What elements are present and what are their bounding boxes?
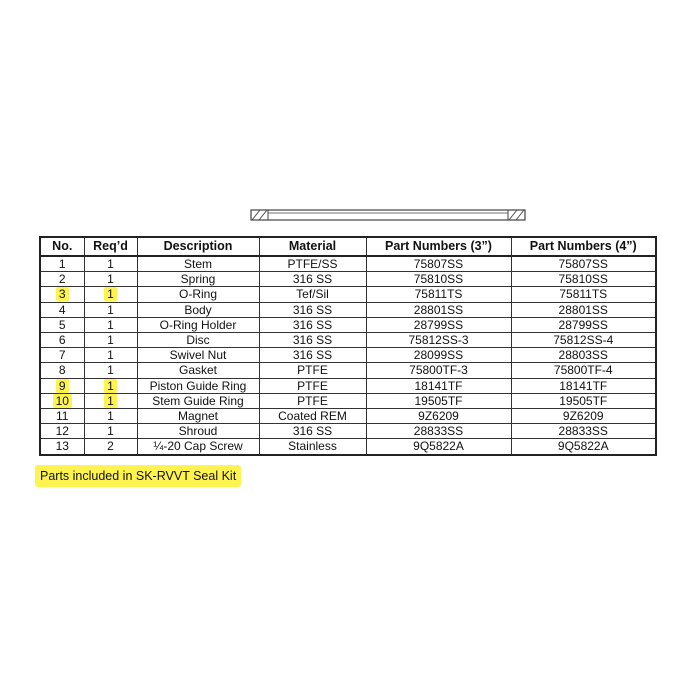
row-part-number-3in-cell [366, 256, 511, 272]
row-part-number-4in: 75807SS [558, 257, 608, 271]
row-description: O-Ring [178, 287, 217, 302]
row-number: 2 [58, 272, 66, 287]
table-row [40, 424, 656, 439]
table-header-row [40, 237, 656, 256]
row-required-qty-cell [84, 348, 137, 363]
table-row [40, 287, 656, 302]
row-required-qty-cell [84, 333, 137, 348]
row-number: 9 [56, 379, 69, 393]
row-part-number-4in-cell [511, 348, 656, 363]
row-number: 13 [55, 439, 69, 454]
row-required-qty: 1 [107, 317, 114, 332]
row-material: Stainless [288, 439, 337, 454]
table-row [40, 302, 656, 317]
row-required-qty: 1 [104, 394, 117, 408]
row-part-number-3in-cell [366, 378, 511, 393]
row-material-cell [259, 256, 366, 272]
row-part-number-3in: 28801SS [413, 302, 464, 317]
row-part-number-4in: 75812SS-4 [553, 333, 614, 348]
row-part-number-4in-cell [511, 378, 656, 393]
row-part-number-3in-cell [366, 393, 511, 408]
row-required-qty: 1 [107, 363, 114, 378]
row-part-number-3in: 75810SS [413, 272, 464, 287]
row-part-number-3in: 9Z6209 [418, 409, 459, 424]
row-number: 11 [56, 409, 69, 424]
row-material: Tef/Sil [296, 287, 329, 302]
row-part-number-4in-cell [511, 302, 656, 317]
row-material-cell [259, 287, 366, 302]
row-number-cell [40, 317, 84, 332]
row-required-qty-cell [84, 272, 137, 287]
row-description-cell [137, 317, 259, 332]
row-material-cell [259, 439, 366, 455]
row-number: 6 [58, 333, 66, 348]
row-required-qty: 1 [107, 257, 114, 271]
row-number: 12 [55, 424, 69, 439]
gasket-drawing [250, 207, 526, 223]
row-number: 10 [53, 394, 72, 408]
header-description: Description [137, 237, 259, 256]
row-part-number-3in-cell [366, 363, 511, 378]
row-number-cell [40, 333, 84, 348]
row-required-qty: 1 [107, 272, 114, 287]
row-part-number-3in: 18141TF [414, 378, 463, 393]
row-required-qty-cell [84, 378, 137, 393]
row-number-cell [40, 302, 84, 317]
row-description: Piston Guide Ring [149, 378, 247, 393]
row-required-qty: 2 [107, 439, 114, 454]
row-part-number-3in: 19505TF [414, 393, 463, 408]
row-part-number-3in: 75811TS [414, 287, 463, 302]
row-description-cell [137, 272, 259, 287]
table-row [40, 409, 656, 424]
row-part-number-3in-cell [366, 348, 511, 363]
row-material-cell [259, 317, 366, 332]
row-required-qty: 1 [107, 302, 114, 317]
row-required-qty-cell [84, 302, 137, 317]
table-row [40, 393, 656, 408]
row-material: PTFE [297, 393, 328, 408]
row-required-qty-cell [84, 256, 137, 272]
row-part-number-4in-cell [511, 393, 656, 408]
row-material: 316 SS [292, 302, 333, 317]
row-material: PTFE [297, 378, 328, 393]
row-part-number-3in: 75807SS [413, 257, 464, 271]
row-required-qty: 1 [107, 333, 114, 348]
row-part-number-4in: 75811TS [559, 287, 608, 302]
row-part-number-3in-cell [366, 409, 511, 424]
row-part-number-4in-cell [511, 287, 656, 302]
row-part-number-3in-cell [366, 287, 511, 302]
row-number-cell [40, 409, 84, 424]
row-description-cell [137, 333, 259, 348]
row-part-number-4in-cell [511, 272, 656, 287]
row-number-cell [40, 348, 84, 363]
row-required-qty-cell [84, 363, 137, 378]
row-material-cell [259, 272, 366, 287]
row-description: Gasket [178, 363, 217, 378]
row-description-cell [137, 378, 259, 393]
row-part-number-4in: 75810SS [558, 272, 608, 287]
row-part-number-4in: 28803SS [558, 348, 608, 363]
row-number-cell [40, 393, 84, 408]
row-part-number-4in-cell [511, 256, 656, 272]
row-material: 316 SS [292, 272, 333, 287]
header-part-numbers-4in: Part Numbers (4”) [511, 237, 656, 256]
row-part-number-3in: 75812SS-3 [408, 333, 469, 348]
row-material: 316 SS [292, 317, 333, 332]
row-required-qty-cell [84, 287, 137, 302]
row-number: 5 [58, 317, 66, 332]
row-material-cell [259, 393, 366, 408]
row-part-number-3in-cell [366, 439, 511, 455]
row-part-number-3in: 9Q5822A [413, 439, 464, 454]
row-part-number-3in-cell [366, 317, 511, 332]
row-number-cell [40, 378, 84, 393]
row-material-cell [259, 333, 366, 348]
row-required-qty-cell [84, 409, 137, 424]
row-material: Coated REM [278, 409, 347, 424]
table-row [40, 333, 656, 348]
row-description: Swivel Nut [169, 348, 227, 363]
row-required-qty: 1 [107, 348, 114, 363]
row-part-number-4in: 28799SS [558, 317, 608, 332]
row-part-number-4in: 75800TF-4 [553, 363, 613, 378]
row-material-cell [259, 302, 366, 317]
row-number-cell [40, 424, 84, 439]
row-number-cell [40, 363, 84, 378]
row-required-qty-cell [84, 439, 137, 455]
table-row [40, 439, 656, 455]
table-row [40, 348, 656, 363]
row-required-qty-cell [84, 424, 137, 439]
row-number: 1 [58, 257, 66, 271]
row-description: Magnet [177, 409, 219, 424]
row-description-cell [137, 393, 259, 408]
table-row [40, 378, 656, 393]
row-material-cell [259, 363, 366, 378]
row-material: PTFE/SS [287, 257, 338, 271]
row-material-cell [259, 409, 366, 424]
table-row [40, 317, 656, 332]
row-description-cell [137, 256, 259, 272]
row-description: Body [184, 302, 212, 317]
row-part-number-4in-cell [511, 363, 656, 378]
row-material: 316 SS [292, 424, 333, 439]
row-part-number-4in: 28801SS [558, 302, 608, 317]
row-number-cell [40, 256, 84, 272]
row-description-cell [137, 348, 259, 363]
row-number-cell [40, 287, 84, 302]
row-part-number-4in-cell [511, 409, 656, 424]
row-description: ¼-20 Cap Screw [153, 439, 243, 454]
row-description: Shroud [178, 424, 218, 439]
row-required-qty: 1 [107, 424, 114, 439]
row-number: 3 [56, 287, 69, 301]
row-required-qty-cell [84, 393, 137, 408]
row-description: Spring [180, 272, 216, 287]
row-material-cell [259, 424, 366, 439]
row-part-number-3in-cell [366, 272, 511, 287]
row-description-cell [137, 424, 259, 439]
table-row [40, 272, 656, 287]
row-material-cell [259, 378, 366, 393]
row-number-cell [40, 272, 84, 287]
row-material: 316 SS [292, 348, 333, 363]
row-part-number-4in: 19505TF [559, 393, 608, 408]
parts-table [39, 236, 657, 456]
row-required-qty: 1 [104, 379, 117, 393]
row-description: O-Ring Holder [159, 317, 237, 332]
row-description: Stem [183, 257, 212, 271]
row-description: Disc [186, 333, 210, 348]
row-number: 8 [58, 363, 66, 378]
row-description-cell [137, 363, 259, 378]
row-part-number-4in: 9Q5822A [557, 439, 609, 454]
row-material-cell [259, 348, 366, 363]
row-part-number-4in-cell [511, 439, 656, 455]
row-part-number-3in: 75800TF-3 [409, 363, 468, 378]
row-number: 7 [58, 348, 66, 363]
row-description: Stem Guide Ring [152, 393, 244, 408]
row-description-cell [137, 287, 259, 302]
row-part-number-3in: 28099SS [413, 348, 464, 363]
row-part-number-4in-cell [511, 424, 656, 439]
row-number-cell [40, 439, 84, 455]
row-description-cell [137, 409, 259, 424]
table-row [40, 256, 656, 272]
row-description-cell [137, 439, 259, 455]
row-part-number-3in: 28799SS [413, 317, 464, 332]
row-part-number-3in-cell [366, 333, 511, 348]
header-reqd: Req’d [84, 237, 137, 256]
row-part-number-4in-cell [511, 317, 656, 332]
row-part-number-3in: 28833SS [413, 424, 464, 439]
table-row [40, 363, 656, 378]
row-required-qty: 1 [107, 409, 114, 424]
row-part-number-3in-cell [366, 424, 511, 439]
row-required-qty: 1 [104, 287, 117, 301]
header-material: Material [259, 237, 366, 256]
seal-kit-note: Parts included in SK-RVVT Seal Kit [35, 465, 241, 487]
row-part-number-4in: 28833SS [558, 424, 608, 439]
row-material: 316 SS [292, 333, 333, 348]
row-part-number-4in: 18141TF [559, 378, 608, 393]
row-part-number-4in: 9Z6209 [562, 409, 604, 424]
row-part-number-3in-cell [366, 302, 511, 317]
row-part-number-4in-cell [511, 333, 656, 348]
row-required-qty-cell [84, 317, 137, 332]
row-description-cell [137, 302, 259, 317]
row-material: PTFE [297, 363, 328, 378]
header-no: No. [40, 237, 84, 256]
header-part-numbers-3in: Part Numbers (3”) [366, 237, 511, 256]
row-number: 4 [58, 302, 66, 317]
